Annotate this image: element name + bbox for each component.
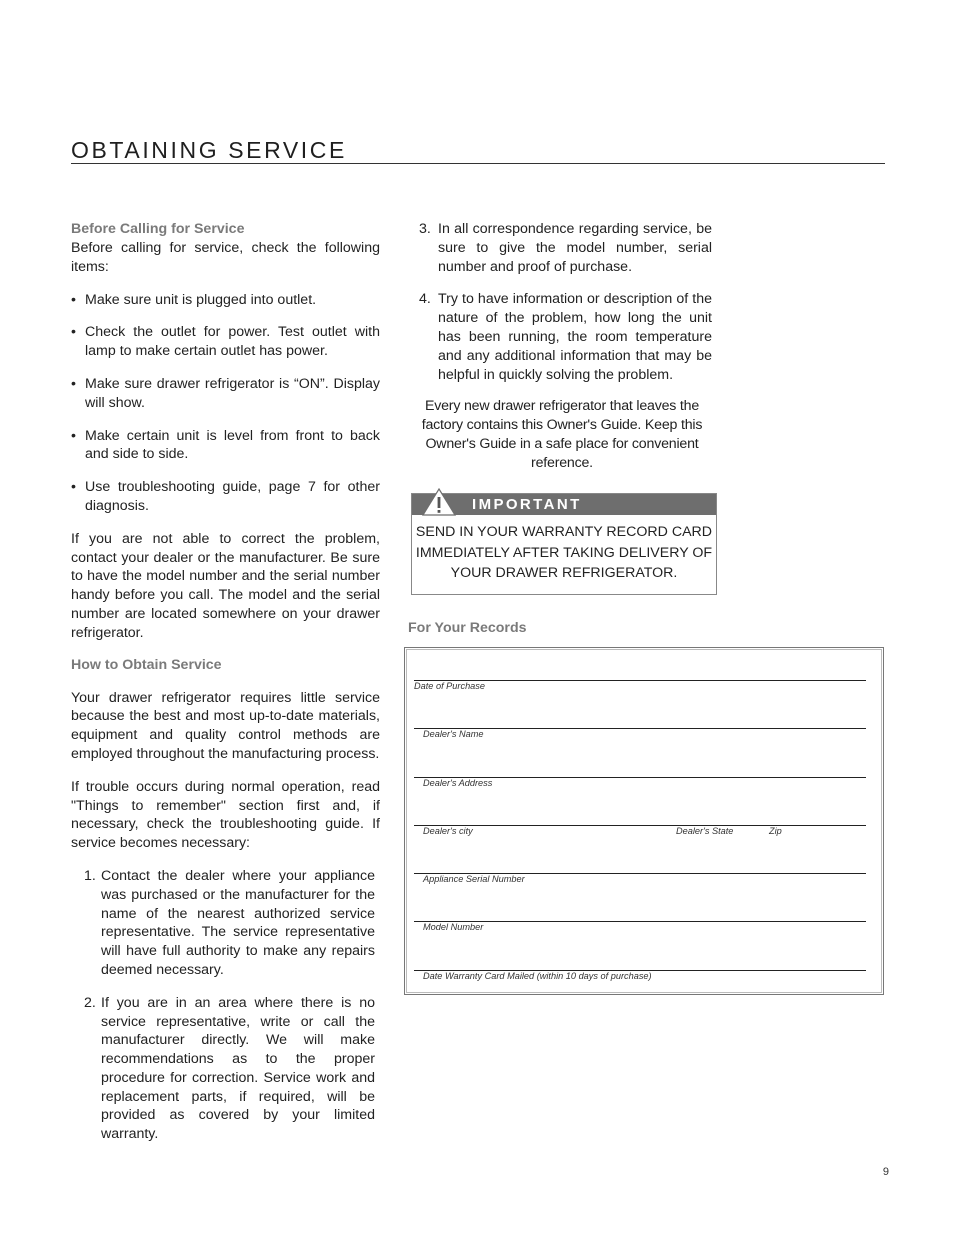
records-heading: For Your Records	[408, 620, 527, 636]
date-of-purchase-label: Date of Purchase	[414, 681, 485, 691]
checklist-item	[71, 427, 380, 465]
service-steps-continued	[407, 220, 712, 384]
page-number: 9	[882, 1166, 889, 1178]
service-step	[407, 290, 712, 384]
dealer-city-label: Dealer's city	[423, 826, 473, 836]
model-number-label: Model Number	[423, 922, 484, 932]
how-to-obtain-para1: Your drawer refrigerator requires little service because the best and most up-to-date materials, equipment and quality control methods are employed throughout the manufacturing process.	[71, 689, 380, 762]
bullet-icon: •	[71, 427, 76, 444]
important-label: IMPORTANT	[472, 496, 582, 513]
step-text: If you are in an area where there is no service representative, write or call the manufacturer directly. We will make recommendations as to the proper procedure for correction. Service work and replacement parts, if required, will be provided as covered by your limited warranty.	[101, 994, 375, 1143]
checklist-item-text: Make sure unit is plugged into outlet.	[85, 291, 317, 308]
checklist-item-text: Make certain unit is level from front to back and side to side.	[85, 427, 380, 463]
zip-label: Zip	[769, 826, 782, 836]
title-rule	[71, 163, 885, 164]
step-number: 3.	[419, 221, 431, 237]
checklist-item	[71, 291, 380, 310]
records-form	[404, 647, 884, 995]
left-column	[71, 220, 380, 1144]
checklist-item	[71, 375, 380, 413]
checklist-item-text: Check the outlet for power. Test outlet with lamp to make certain outlet has power.	[85, 324, 380, 360]
how-to-obtain-para2: If trouble occurs during normal operation, read "Things to remember" section first and, if necessary, check the troubleshooting guide. If service becomes necessary:	[71, 778, 380, 852]
bullet-icon: •	[71, 291, 76, 308]
dealer-address-label: Dealer's Address	[423, 778, 493, 788]
bullet-icon: •	[71, 324, 76, 341]
before-calling-closing: If you are not able to correct the problem, contact your dealer or the manufacturer. Be sure to have the model number and the serial number handy before you call. The model and the serial number are located somewhere on your drawer refrigerator.	[71, 530, 380, 641]
service-step	[407, 220, 712, 276]
checklist-item	[71, 478, 380, 516]
service-step	[71, 867, 380, 980]
step-text: Try to have information or description of the nature of the problem, how long the unit has been running, the room temperature and any additional information that may be helpful in quickly solving the problem.	[438, 291, 712, 383]
service-steps	[71, 867, 380, 1144]
step-number: 2.	[84, 994, 96, 1011]
how-to-obtain-heading: How to Obtain Service	[71, 656, 222, 673]
before-calling-heading: Before Calling for Service	[71, 221, 245, 237]
page-title: OBTAINING SERVICE	[71, 137, 347, 163]
service-step	[71, 994, 380, 1144]
important-text: SEND IN YOUR WARRANTY RECORD CARD IMMEDIATELY AFTER TAKING DELIVERY OF YOUR DRAWER REFRIGERATOR.	[415, 524, 713, 581]
step-number: 4.	[419, 291, 431, 308]
right-column	[407, 220, 885, 473]
checklist-item	[71, 323, 380, 361]
dealer-state-label: Dealer's State	[676, 826, 734, 836]
warning-triangle-icon	[422, 488, 456, 516]
checklist-item-text: Make sure drawer refrigerator is “ON”. Display will show.	[85, 375, 380, 411]
bullet-icon: •	[71, 375, 76, 392]
before-calling-intro: Before calling for service, check the following items:	[71, 240, 380, 275]
serial-number-label: Appliance Serial Number	[423, 874, 525, 884]
checklist-item-text: Use troubleshooting guide, page 7 for other diagnosis.	[85, 479, 380, 514]
dealer-name-label: Dealer's Name	[423, 729, 484, 739]
important-notice	[411, 493, 717, 595]
important-header-bar	[412, 494, 716, 515]
step-text: Contact the dealer where your appliance was purchased or the manufacturer for the name of the nearest authorized service representative. The service representative will have full authority to make any repairs deemed necessary.	[101, 867, 375, 978]
step-number: 1.	[84, 867, 96, 884]
bullet-icon: •	[71, 479, 76, 496]
dealer-city-line[interactable]	[414, 825, 866, 826]
step-text: In all correspondence regarding service, be sure to give the model number, serial number and proof of purchase.	[438, 221, 712, 275]
owners-guide-note: Every new drawer refrigerator that leaves the factory contains this Owner's Guide. Keep this Owner's Guide in a safe place for convenient reference.	[421, 398, 703, 472]
warranty-mailed-label: Date Warranty Card Mailed (within 10 days of purchase)	[423, 971, 652, 981]
checklist	[71, 291, 380, 516]
